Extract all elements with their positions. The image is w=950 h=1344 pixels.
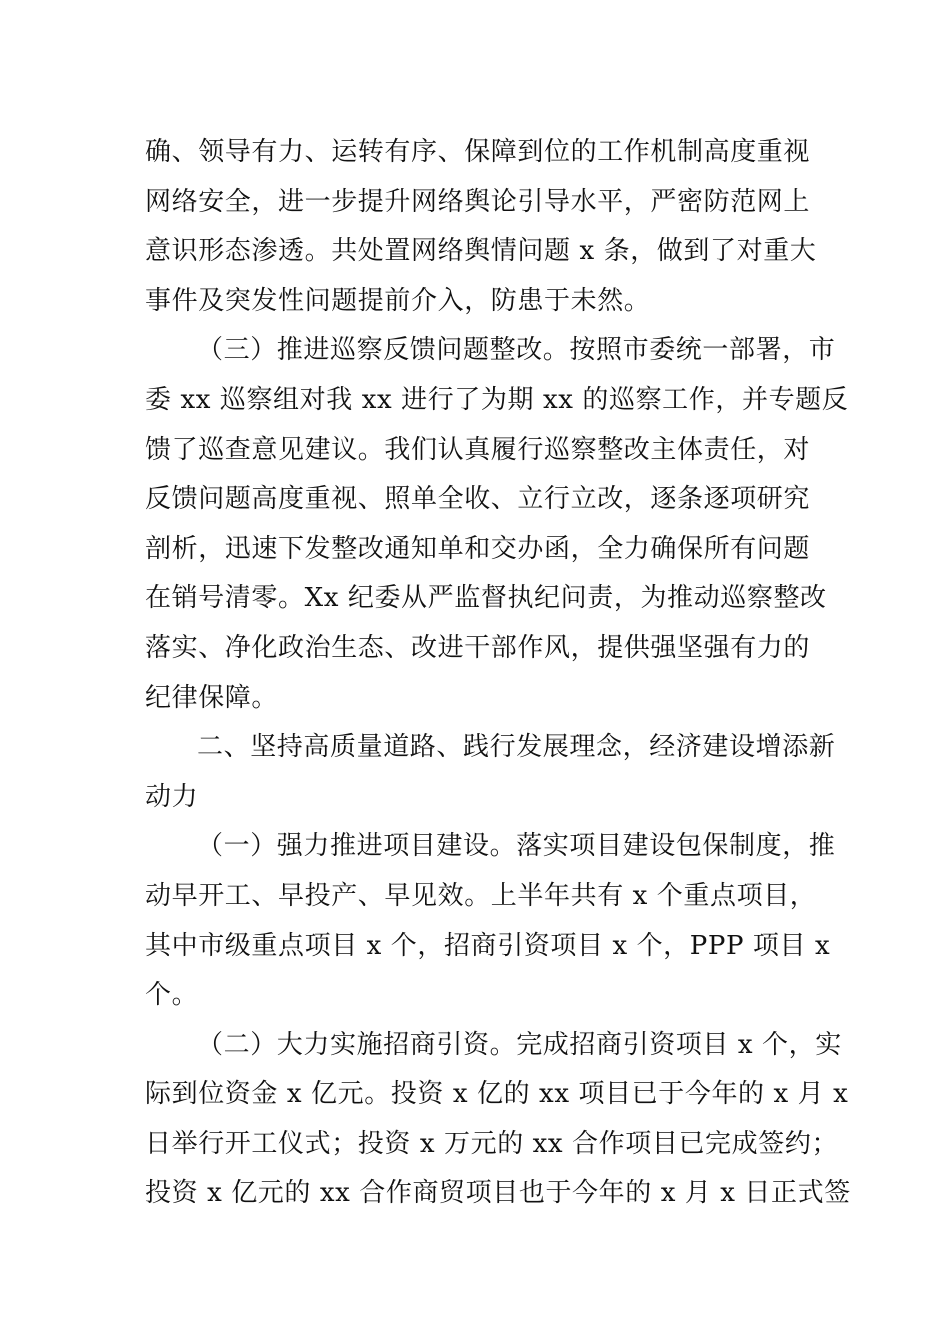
text-line: 事件及突发性问题提前介入，防患于未然。 [145,285,651,316]
text-line: （一）强力推进项目建设。落实项目建设包保制度，推 [197,831,836,862]
text-line: （三）推进巡察反馈问题整改。按照市委统一部署，市 [197,335,836,366]
paragraph-network-security [145,128,817,326]
text-line: 落实、净化政治生态、改进干部作风，提供强坚强有力的 [145,632,811,663]
text-line: 在销号清零。Xx 纪委从严监督执纪问责，为推动巡察整改 [145,583,827,614]
section-heading-economy [145,723,836,822]
text-line: 确、领导有力、运转有序、保障到位的工作机制高度重视 [145,137,811,167]
text-line: 其中市级重点项目 x 个，招商引资项目 x 个，PPP 项目 x [145,930,831,961]
text-line: 剖析，迅速下发整改通知单和交办函，全力确保所有问题 [145,533,811,564]
paragraph-project-construction [145,822,836,1020]
text-line: 投资 x 亿元的 xx 合作商贸项目也于今年的 x 月 x 日正式签 [145,1178,851,1209]
text-line: 反馈问题高度重视、照单全收、立行立改，逐条逐项研究 [145,484,811,515]
text-line: 网络安全，进一步提升网络舆论引导水平，严密防范网上 [145,186,811,217]
paragraph-investment-attraction [145,1021,851,1219]
text-line: 馈了巡查意见建议。我们认真履行巡察整改主体责任，对 [145,434,811,465]
text-line: 日举行开工仪式；投资 x 万元的 xx 合作项目已完成签约； [145,1128,839,1159]
text-line: 个。 [145,980,199,1011]
document-body [145,128,851,1219]
text-line: 委 xx 巡察组对我 xx 进行了为期 xx 的巡察工作，并专题反 [145,384,849,415]
text-line: 纪律保障。 [145,682,279,713]
text-line: 二、坚持高质量道路、践行发展理念，经济建设增添新 [197,732,836,763]
text-line: 动早开工、早投产、早见效。上半年共有 x 个重点项目， [145,880,817,911]
text-line: 动力 [145,781,199,812]
text-line: 意识形态渗透。共处置网络舆情问题 x 条，做到了对重大 [145,236,817,267]
paragraph-inspection-rectification [145,326,849,723]
text-line: 际到位资金 x 亿元。投资 x 亿的 xx 项目已于今年的 x 月 x [145,1079,849,1110]
text-line: （二）大力实施招商引资。完成招商引资项目 x 个，实 [197,1029,842,1060]
